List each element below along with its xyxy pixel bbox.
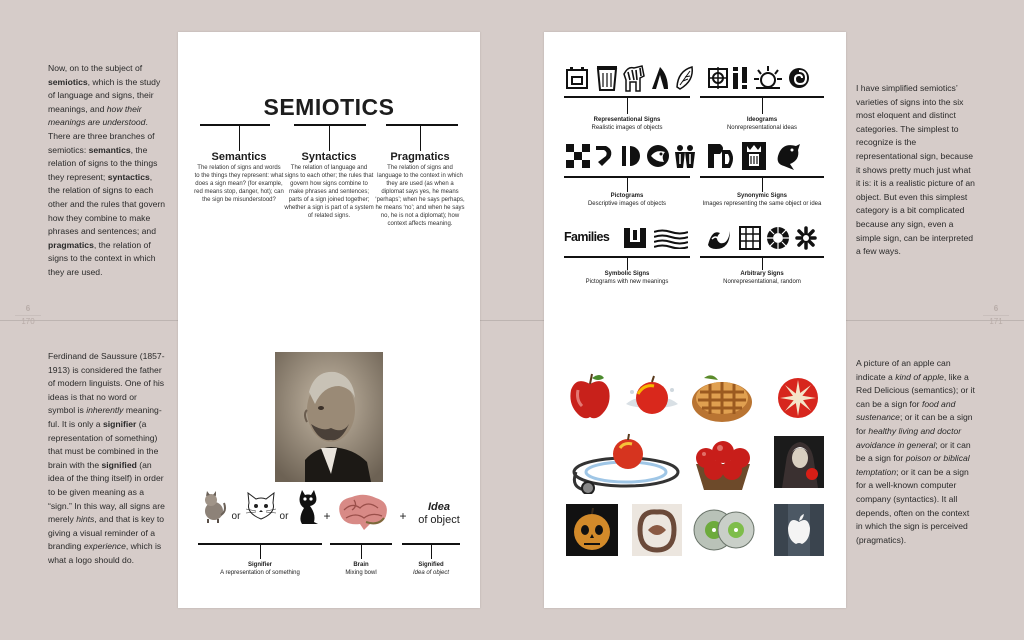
radial-flower-icon [766,225,790,251]
brain-caption: Brain Mixing bowl [345,562,377,576]
branch-description: The relation of signs and words to the things they represent: what does a sign mean? (for example, red means stop, danger, hot); can the sign be misunderstood? [194,165,284,203]
apple-skull-image [566,504,618,556]
representational-stem [627,98,628,114]
bird-splash-icon [774,142,802,170]
trash-can-icon [596,65,618,91]
ii-glyph-icon [732,67,750,89]
synonymic-caption: Synonymic Signs Images representing the same object or idea [702,193,822,207]
page-fold-line [0,320,1024,321]
synonymic-stem [762,178,763,192]
left-side-paragraph-2: Ferdinand de Saussure (1857-1913) is considered the father of modern linguists. One of his ideas is that no word or symbol is inherently meaning-ful. It is only a signifier (a representation of something) that must be combined in the brain with the signified (an idea of the thing itself) in order to be given meaning as a “sign.” In this way, all signs are merely hints, and that is key to giving a visual reminder of a branding experience, which is what a logo should do. [48,351,165,565]
or-label: or [231,511,241,522]
half-circle-icon [620,144,642,168]
saussure-portrait [275,352,383,482]
realistic-cat-icon [200,491,228,523]
signifier-caption: Signifier A representation of something [220,562,300,576]
ribbon-swirl-icon [706,225,732,251]
grid-square-icon [738,225,762,251]
page-number-right: 6 171 [983,304,1009,327]
branch-syntactics [284,151,374,220]
sunburst-icon [754,66,782,90]
plus-sign: + [399,509,407,523]
apple-pie-image [690,372,754,426]
symbolic-stem [627,258,628,270]
branch-pragmatics [375,151,465,228]
left-page [178,32,480,608]
checker-icon [566,144,590,168]
symbolic-caption: Symbolic Signs Pictograms with new meanings [585,271,669,285]
page-number-left: 6 170 [15,304,41,327]
tree-stem-syntactics [329,126,330,151]
right-side-paragraph-1: I have simplified semiotics’ varieties of signs into the six most eloquent and distinct categories. The simplest to recognize is the representational sign, because it shows pretty much just what it is: it is a realistic picture of an object. But even this simplest category is a bit complicated because any sign, even a simple sign, can be interpreted a few ways. [856,83,975,257]
tree-stem-semantics [239,126,240,151]
oven-icon [566,67,588,89]
or-label: or [279,511,289,522]
branch-description: The relation of language and signs to each other; the rules that govern how signs combine to make phrases and sentences; parts of a sign joined together; whether a sign is part of a system of related signs. [284,165,374,219]
apple-sculpture-image [632,504,682,556]
semiotics-title: SEMIOTICS [263,94,395,120]
witch-apple-image [774,436,824,488]
plus-sign: + [323,509,331,523]
leaf-hand-icon [674,65,696,91]
apple-basket-image [692,434,754,492]
branch-description: The relation of signs and language to the context in which they are used (as when a diplomat says yes, he means ‘perhaps’; when he says perhaps, he means ‘no’; and when he says no, he is not a diplomat); how context affects meaning. [375,165,465,227]
ideograms-caption: Ideograms Nonrepresentational ideas [726,117,798,131]
spiral-icon [788,67,810,89]
zebra-icon [622,64,646,92]
asterisk-star-icon [794,225,818,251]
branch-title: Pragmatics [390,151,450,163]
tree-stem-pragmatics [420,126,421,151]
stethoscope-apple-image [566,432,684,494]
representational-caption: Representational Signs Realistic images of objects [591,117,663,131]
tree-bar-right [386,124,458,126]
bird-circle-icon [646,144,670,168]
branch-title: Syntactics [301,151,357,163]
signified-caption: Signified Idea of object [412,562,450,576]
power-box-icon [708,67,728,89]
people-icon [674,144,696,168]
idea-of-object-label: Idea of object [418,501,460,526]
brain-stem [361,545,362,559]
king-figure-icon [740,140,768,172]
signifier-stem [260,545,261,559]
splashing-apple-image [624,374,680,422]
arbitrary-stem [762,258,763,270]
pictograms-stem [627,178,628,192]
drawn-cat-face-icon [244,491,278,523]
tree-bar-middle [294,124,366,126]
branch-title: Semantics [211,151,267,163]
right-side-paragraph-2: A picture of an apple can indicate a kind of apple, like a Red Delicious (semantics); or it can be a sign for food and sustenance; or it can be a sign for healthy living and doctor avoidance in general; or it can be a sign for poison or biblical temptation; or it can be a sign for a well-known computer company (syntactics). It all depends, often on the context in which the sign is perceived (pragmatics). [856,358,975,545]
black-cat-icon [296,490,320,526]
arbitrary-caption: Arbitrary Signs Nonrepresentational, random [723,271,801,285]
families-wordmark: Families [564,230,610,244]
branch-semantics [194,151,284,204]
carved-apple-image [774,372,822,424]
apple-records-image [692,506,756,554]
pd-glyph-icon [708,142,736,170]
columns-icon [622,228,648,248]
apple-store-logo-image [774,504,824,556]
wave-lines-icon [654,229,688,249]
hook-icon [594,144,616,168]
red-apple-image [566,372,614,422]
tree-bar-left [200,124,270,126]
pictograms-caption: Pictograms Descriptive images of objects [587,193,667,207]
brain-icon [334,492,390,532]
right-page [544,32,846,608]
sail-icon [648,65,670,91]
signified-stem [431,545,432,559]
ideograms-stem [762,98,763,114]
left-side-paragraph-1: Now, on to the subject of semiotics, which is the study of language and signs, their meanings, and how their meanings are understood. There are three branches of semiotics: semantics, the relation of signs to the things they represent; syntactics, the relation of signs to each other and the rules that govern how they combine to make phrases and sentences; and pragmatics, the relation of signs to the context in which they are used. [48,63,166,277]
